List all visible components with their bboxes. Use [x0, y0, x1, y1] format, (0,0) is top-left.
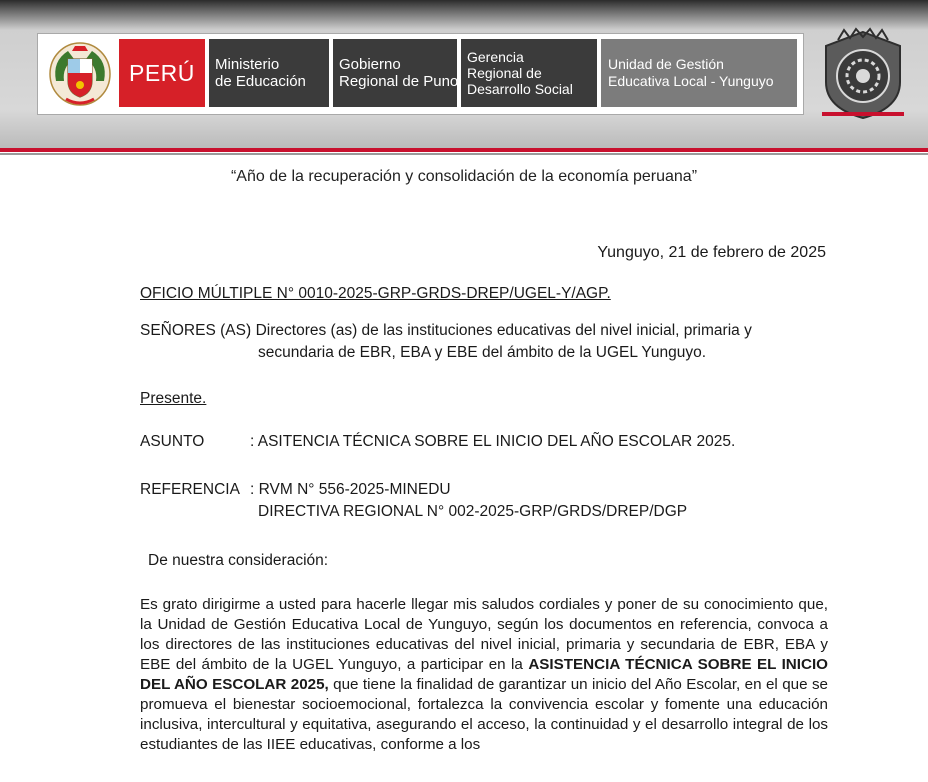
peru-brand-box: [119, 39, 205, 107]
gore-line-1: Gobierno: [339, 56, 401, 73]
ministry-box: [209, 39, 329, 107]
header-gray-rule: [0, 153, 928, 155]
subject-value: : ASITENCIA TÉCNICA SOBRE EL INICIO DEL AÑO ESCOLAR 2025.: [250, 433, 736, 450]
presente-label: Presente.: [140, 390, 207, 407]
peru-label: PERÚ: [129, 59, 195, 86]
grds-line-2: Regional de: [467, 65, 542, 81]
puno-regional-emblem-icon: [820, 26, 906, 122]
document-number: OFICIO MÚLTIPLE N° 0010-2025-GRP-GRDS-DREP/UGEL-Y/AGP.: [140, 285, 611, 302]
ugel-line-1: Unidad de Gestión: [608, 56, 724, 72]
addressee-line-1: : Directores (as) de las instituciones educativas del nivel inicial, primaria y: [247, 322, 752, 339]
header-red-rule: [0, 148, 928, 152]
ministry-line-2: de Educación: [215, 73, 306, 90]
reference-line-1: : RVM N° 556-2025-MINEDU: [250, 481, 451, 498]
year-motto: “Año de la recuperación y consolidación de la economía peruana”: [230, 168, 698, 185]
ugel-box: [601, 39, 797, 107]
grds-line-3: Desarrollo Social: [467, 81, 573, 97]
institution-logo-strip: [37, 33, 804, 115]
addressee-label: SEÑORES (AS): [140, 322, 252, 339]
ministry-line-1: Ministerio: [215, 56, 280, 73]
grds-line-1: Gerencia: [467, 49, 524, 65]
peru-coat-of-arms-icon: [48, 41, 112, 107]
document-date: Yunguyo, 21 de febrero de 2025: [597, 244, 826, 261]
body-text-part-2: que tiene la finalidad de garantizar un inicio del Año Escolar, en el que se promueva el bienestar socioemocional, fortalezca la convivencia escolar y fomente una educación inclusiva, intercultural y equitativa, asegurando el acceso, la continuidad y el desarrollo integral de los estudiantes de las IIEE educativas, conforme a los: [140, 676, 828, 753]
body-paragraph: [140, 595, 828, 755]
subject-label: ASUNTO: [140, 433, 205, 450]
gore-line-2: Regional de Puno: [339, 73, 459, 90]
regional-government-box: [333, 39, 457, 107]
body-text-part-1: Es grato dirigirme a usted para hacerle llegar mis saludos cordiales y poner de su conocimiento que, la Unidad de Gestión Educativa Local de Yunguyo, según los documentos en referencia, convoca a los directores de las instituciones educativas del nivel inicial, primaria y secundaria de EBR, EBA y EBE del ámbito de la UGEL Yunguyo, a participar en la: [140, 596, 828, 673]
social-development-box: [461, 39, 597, 107]
ugel-line-2: Educativa Local - Yunguyo: [608, 73, 774, 89]
body-bold-event: ASISTENCIA TÉCNICA SOBRE EL INICIO DEL AÑO ESCOLAR 2025,: [140, 656, 828, 693]
reference-label: REFERENCIA: [140, 481, 240, 498]
reference-line-2: DIRECTIVA REGIONAL N° 002-2025-GRP/GRDS/DREP/DGP: [258, 503, 688, 520]
addressee-line-2: secundaria de EBR, EBA y EBE del ámbito de la UGEL Yunguyo.: [258, 344, 707, 361]
greeting: De nuestra consideración:: [148, 552, 329, 569]
